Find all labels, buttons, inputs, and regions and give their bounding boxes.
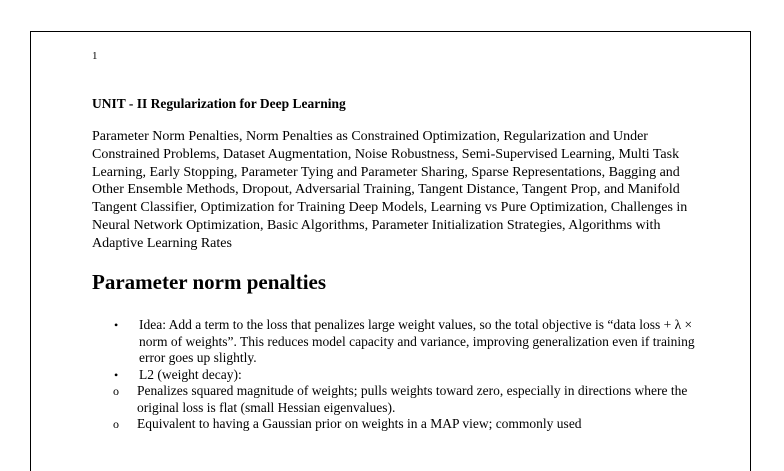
- bullet-text: L2 (weight decay):: [139, 366, 242, 382]
- page-number: 1: [92, 50, 98, 62]
- sub-bullet-icon: o: [113, 384, 119, 398]
- sub-bullet-item: [45, 416, 712, 433]
- bullet-icon: •: [114, 318, 119, 332]
- bullet-text: Idea: Add a term to the loss that penalizes large weight values, so the total objective is “data loss + λ × norm of weights”. This reduces model capacity and variance, improving generalization even if training error goes up slightly.: [139, 317, 695, 365]
- unit-title: UNIT - II Regularization for Deep Learning: [92, 96, 346, 111]
- document-page: [30, 31, 751, 471]
- sub-bullet-text: Penalizes squared magnitude of weights; pulls weights toward zero, especially in directions where the original loss is flat (small Hessian eigenvalues).: [137, 383, 688, 415]
- syllabus-paragraph: Parameter Norm Penalties, Norm Penalties as Constrained Optimization, Regularization and Under Constrained Problems, Dataset Augmentation, Noise Robustness, Semi-Supervised Learning, Multi Task Learning, Early Stopping, Parameter Tying and Parameter Sharing, Sparse Representations, Bagging and Other Ensemble Methods, Dropout, Adversarial Training, Tangent Distance, Tangent Prop, and Manifold Tangent Classifier, Optimization for Training Deep Models, Learning vs Pure Optimization, Challenges in Neural Network Optimization, Basic Algorithms, Parameter Initialization Strategies, Algorithms with Adaptive Learning Rates: [92, 129, 688, 251]
- sub-bullet-item: [45, 383, 712, 416]
- sub-bullet-list: [92, 383, 712, 433]
- section-heading: Parameter norm penalties: [92, 270, 327, 294]
- bullet-list: [92, 317, 712, 433]
- bullet-item-l2: [92, 367, 712, 384]
- sub-bullet-text: Equivalent to having a Gaussian prior on weights in a MAP view; commonly used: [137, 416, 582, 431]
- sub-bullet-icon: o: [113, 417, 119, 431]
- bullet-item-idea: [92, 317, 712, 367]
- bullet-icon: •: [114, 367, 119, 382]
